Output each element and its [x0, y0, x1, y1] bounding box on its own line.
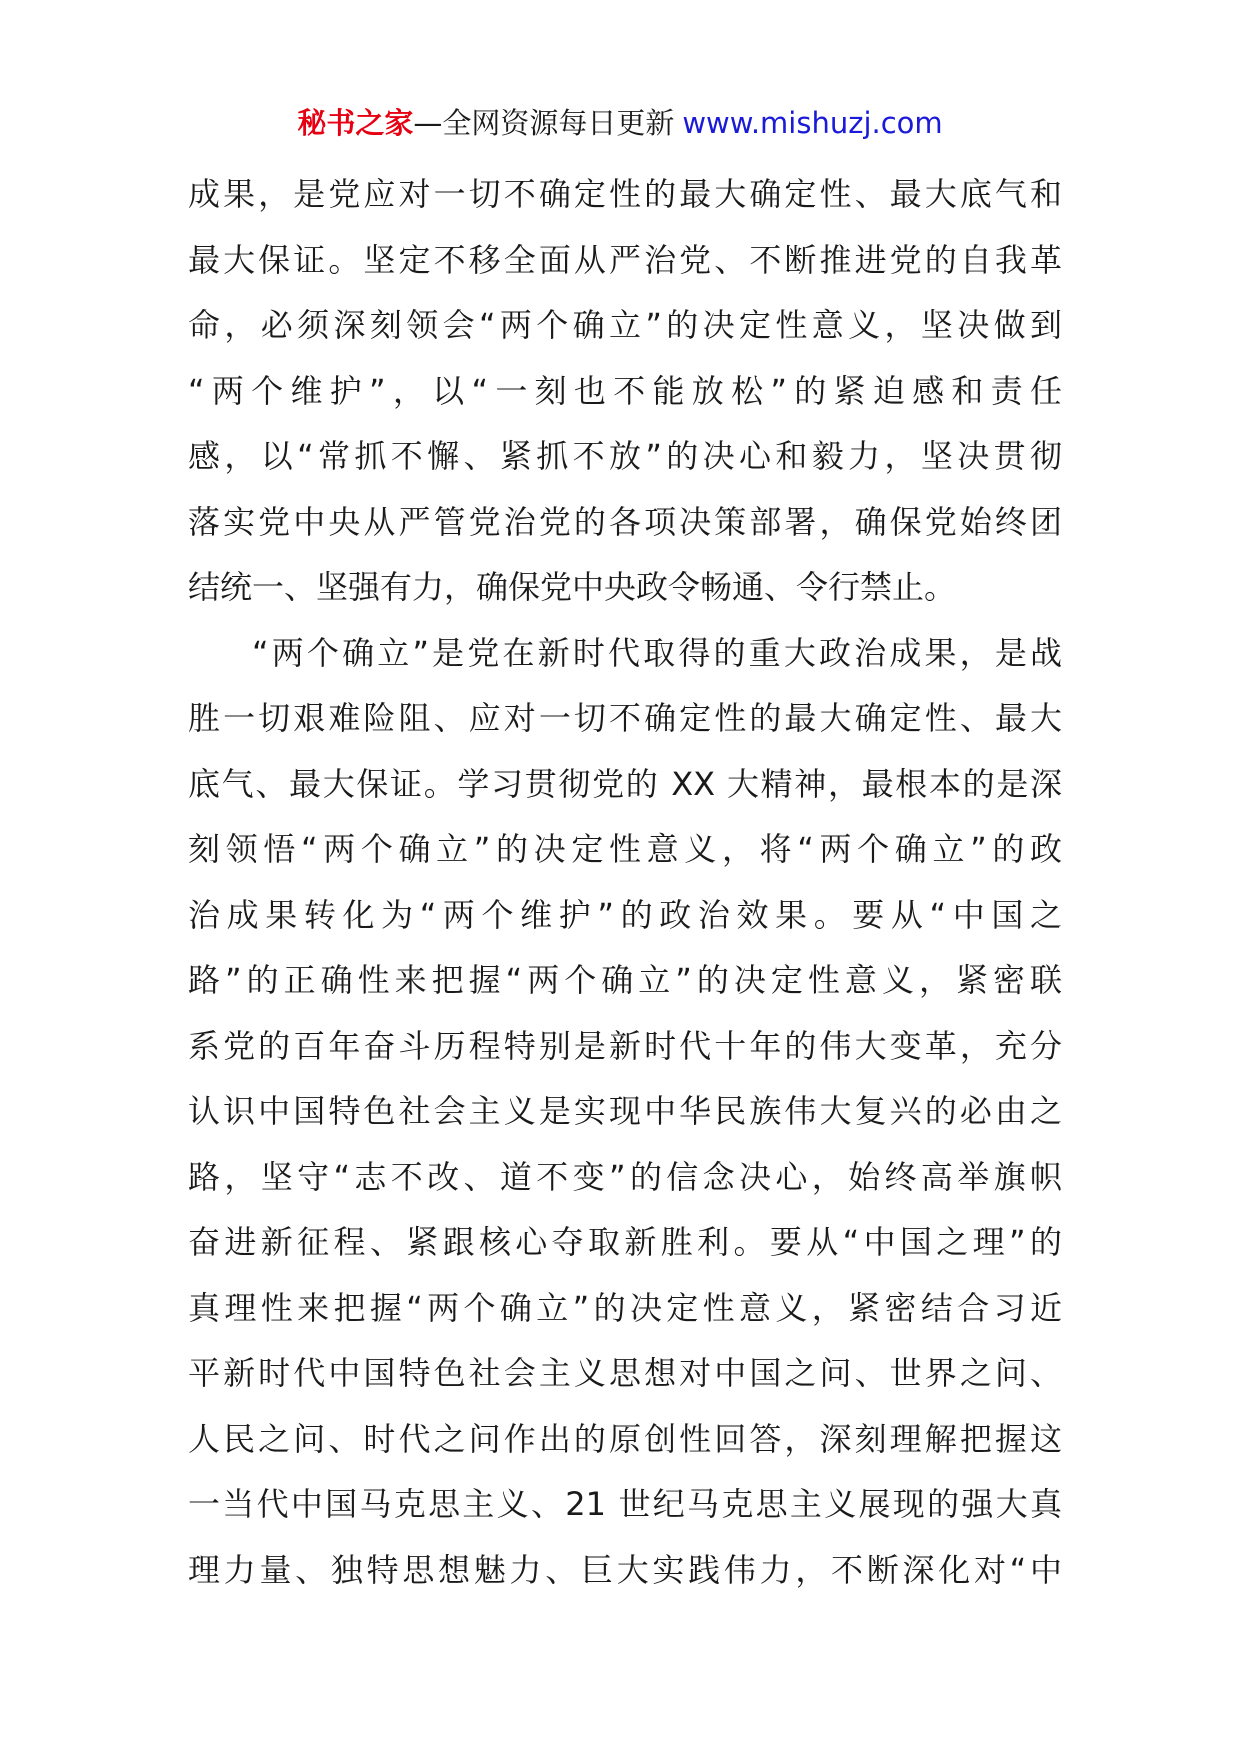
text-line: 落实党中央从严管党治党的各项决策部署，确保党始终团: [188, 502, 1062, 541]
site-url-link[interactable]: www.mishuzj.com: [682, 106, 943, 140]
text-line: 底气、最大保证。学习贯彻党的 XX 大精神，最根本的是深: [188, 764, 1062, 803]
text-line: 成果，是党应对一切不确定性的最大确定性、最大底气和: [188, 175, 1062, 213]
text-line: 系党的百年奋斗历程特别是新时代十年的伟大变革，充分: [188, 1026, 1062, 1065]
text-line: 理力量、独特思想魅力、巨大实践伟力，不断深化对“中: [188, 1550, 1062, 1589]
text-line: 治成果转化为“两个维护”的政治效果。要从“中国之: [188, 895, 1062, 934]
text-line: 奋进新征程、紧跟核心夺取新胜利。要从“中国之理”的: [188, 1223, 1062, 1261]
text-line: “两个维护”，以“一刻也不能放松”的紧迫感和责任: [188, 371, 1062, 410]
text-line: 感，以“常抓不懈、紧抓不放”的决心和毅力，坚决贯彻: [188, 437, 1062, 475]
document-body: [188, 162, 1062, 1603]
text-line: 认识中国特色社会主义是实现中华民族伟大复兴的必由之: [188, 1092, 1062, 1130]
text-line: 刻领悟“两个确立”的决定性意义，将“两个确立”的政: [188, 830, 1062, 868]
text-line: 结统一、坚强有力，确保党中央政令畅通、令行禁止。: [188, 568, 957, 606]
text-line: 真理性来把握“两个确立”的决定性意义，紧密结合习近: [188, 1288, 1062, 1327]
header-tagline: —全网资源每日更新: [413, 106, 675, 140]
text-line: 路”的正确性来把握“两个确立”的决定性意义，紧密联: [188, 961, 1062, 999]
page-header: [0, 103, 1240, 143]
paragraph-2: [188, 621, 1062, 1604]
text-line: “两个确立”是党在新时代取得的重大政治成果，是战: [252, 633, 1062, 672]
text-line: 人民之问、时代之问作出的原创性回答，深刻理解把握这: [188, 1419, 1062, 1458]
text-line: 平新时代中国特色社会主义思想对中国之问、世界之问、: [188, 1354, 1062, 1392]
text-line: 胜一切艰难险阻、应对一切不确定性的最大确定性、最大: [188, 699, 1062, 737]
text-line: 路，坚守“志不改、道不变”的信念决心，始终高举旗帜: [188, 1157, 1062, 1196]
text-line: 最大保证。坚定不移全面从严治党、不断推进党的自我革: [188, 240, 1062, 279]
brand-name: 秘书之家: [297, 106, 414, 140]
paragraph-1: [188, 162, 1062, 621]
text-line: 一当代中国马克思主义、21 世纪马克思主义展现的强大真: [188, 1485, 1062, 1523]
text-line: 命，必须深刻领会“两个确立”的决定性意义，坚决做到: [188, 306, 1062, 344]
